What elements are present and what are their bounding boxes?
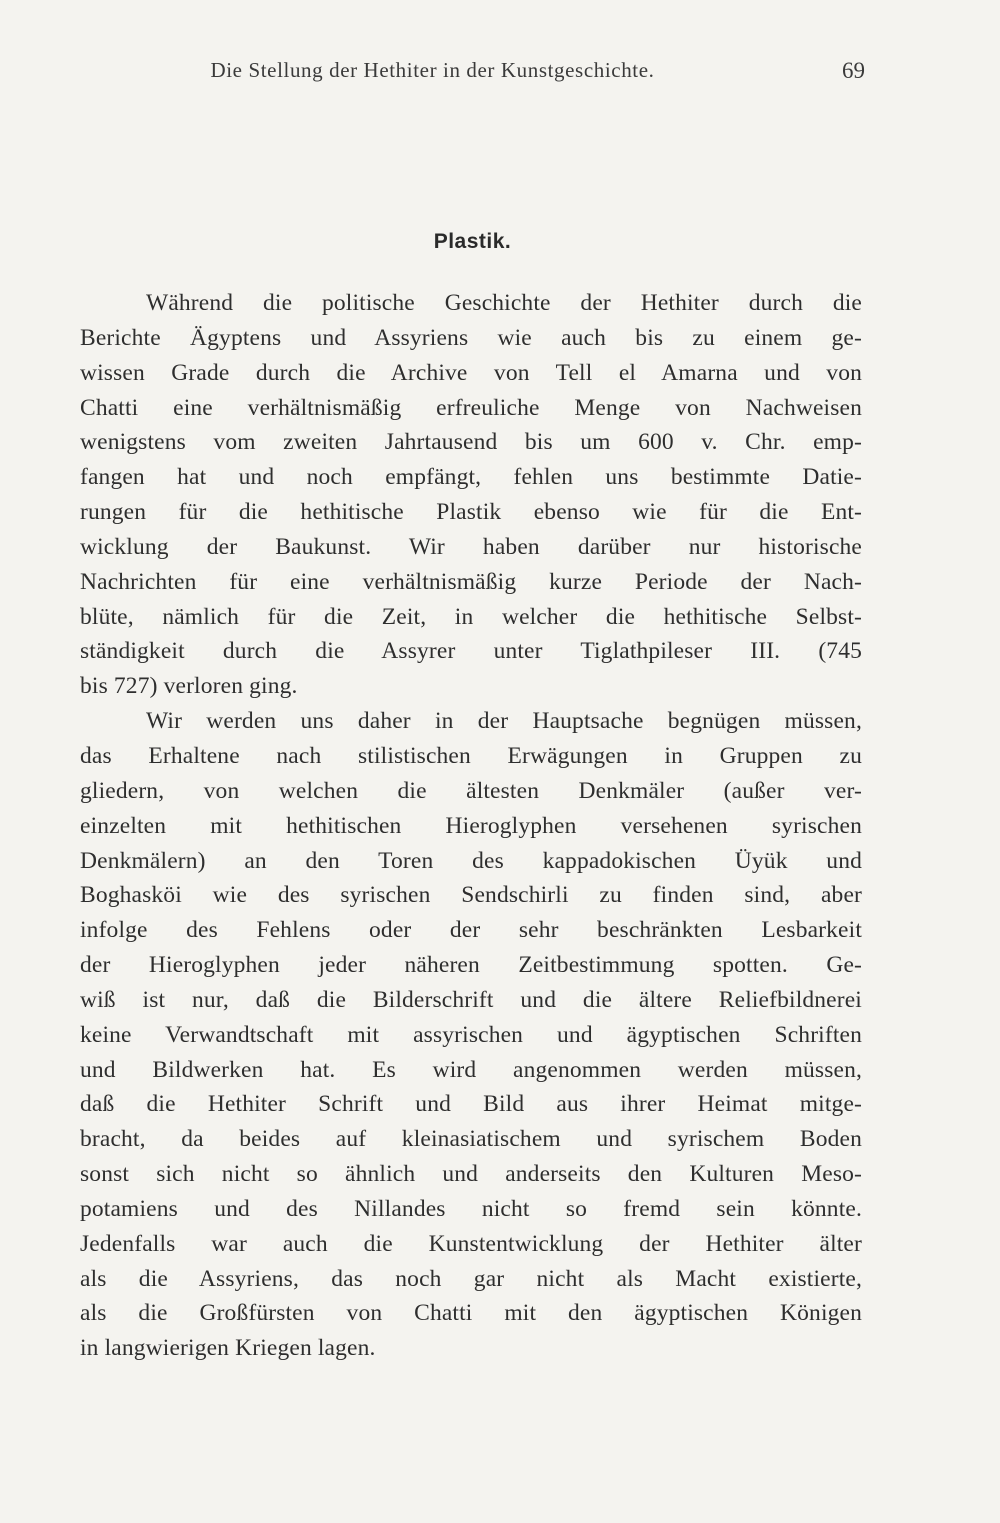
page-number: 69 [842,58,865,83]
text-line: fangen hat und noch empfängt, fehlen uns bestimmte Datie- [80,464,862,491]
text-line: bis 727) verloren ging. [80,673,298,700]
text-line: keine Verwandtschaft mit assyrischen und ägyptischen Schriften [80,1021,862,1048]
text-line: der Hieroglyphen jeder näheren Zeitbestimmung spotten. Ge- [80,952,862,979]
running-head [80,58,865,92]
text-line: als die Großfürsten von Chatti mit den ägyptischen Königen [80,1300,862,1327]
text-line: Denkmälern) an den Toren des kappadokischen Üyük und [80,847,862,874]
text-line: daß die Hethiter Schrift und Bild aus ihrer Heimat mitge- [80,1091,862,1118]
text-line: das Erhaltene nach stilistischen Erwägungen in Gruppen zu [80,742,862,769]
paragraph-1 [80,286,862,704]
text-line: bracht, da beides auf kleinasiatischem und syrischem Boden [80,1126,862,1153]
running-title: Die Stellung der Hethiter in der Kunstgeschichte. [210,58,655,82]
text-line: blüte, nämlich für die Zeit, in welcher die hethitische Selbst- [80,603,862,630]
text-line: Wir werden uns daher in der Hauptsache begnügen müssen, [146,708,862,735]
text-line: infolge des Fehlens oder der sehr beschränkten Lesbarkeit [80,917,862,944]
text-line: Chatti eine verhältnismäßig erfreuliche Menge von Nachweisen [80,394,862,421]
text-line: als die Assyriens, das noch gar nicht als Macht existierte, [80,1265,862,1292]
text-line: Boghasköi wie des syrischen Sendschirli zu finden sind, aber [80,882,862,909]
body-text [80,286,862,1366]
text-line: wiß ist nur, daß die Bilderschrift und die ältere Reliefbildnerei [80,986,862,1013]
text-line: potamiens und des Nillandes nicht so fremd sein könnte. [80,1195,862,1222]
text-line: Jedenfalls war auch die Kunstentwicklung der Hethiter älter [80,1230,862,1257]
text-line: Berichte Ägyptens und Assyriens wie auch bis zu einem ge- [80,324,862,351]
text-line: Nachrichten für eine verhältnismäßig kurze Periode der Nach- [80,568,862,595]
text-line: ständigkeit durch die Assyrer unter Tiglathpileser III. (745 [80,638,862,665]
text-line: und Bildwerken hat. Es wird angenommen werden müssen, [80,1056,862,1083]
text-line: rungen für die hethitische Plastik ebenso wie für die Ent- [80,499,862,526]
text-line: wissen Grade durch die Archive von Tell el Amarna und von [80,359,862,386]
text-line: wenigstens vom zweiten Jahrtausend bis um 600 v. Chr. emp- [80,429,862,456]
text-line: wicklung der Baukunst. Wir haben darüber nur historische [80,533,862,560]
text-line: in langwierigen Kriegen lagen. [80,1335,376,1362]
text-line: Während die politische Geschichte der Hethiter durch die [146,290,862,316]
section-heading: Plastik. [433,230,512,253]
paragraph-2 [80,704,862,1366]
text-line: einzelten mit hethitischen Hieroglyphen versehenen syrischen [80,812,862,839]
text-line: gliedern, von welchen die ältesten Denkmäler (außer ver- [80,777,862,804]
text-line: sonst sich nicht so ähnlich und anderseits den Kulturen Meso- [80,1161,862,1188]
